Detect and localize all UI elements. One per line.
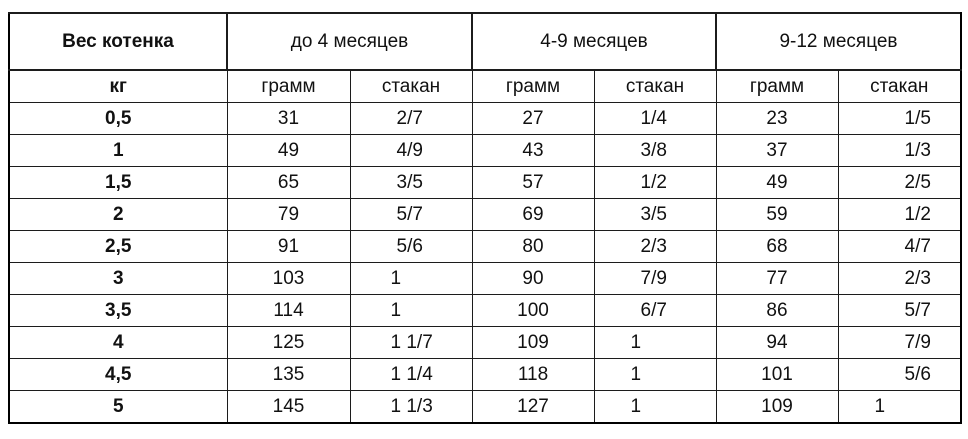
grams-cell: 59 — [716, 199, 838, 231]
grams-cell: 68 — [716, 231, 838, 263]
cups-cell: 2/5 — [838, 167, 961, 199]
grams-cell: 27 — [472, 103, 594, 135]
weight-kg-cell: 0,5 — [9, 103, 227, 135]
grams-cell: 127 — [472, 391, 594, 424]
grams-cell: 109 — [472, 327, 594, 359]
grams-cell: 65 — [227, 167, 350, 199]
unit-cups: стакан — [838, 70, 961, 103]
grams-cell: 49 — [716, 167, 838, 199]
cups-cell: 7/9 — [594, 263, 716, 295]
table-row — [9, 359, 961, 391]
unit-grams: грамм — [227, 70, 350, 103]
table-row — [9, 199, 961, 231]
header-group-0-4-months: до 4 месяцев — [227, 13, 472, 70]
table-row — [9, 327, 961, 359]
table-row — [9, 231, 961, 263]
weight-kg-cell: 2 — [9, 199, 227, 231]
cups-cell: 1 1/4 — [350, 359, 472, 391]
header-group-9-12-months: 9-12 месяцев — [716, 13, 961, 70]
unit-grams: грамм — [472, 70, 594, 103]
grams-cell: 118 — [472, 359, 594, 391]
unit-kg: кг — [9, 70, 227, 103]
cups-cell: 3/8 — [594, 135, 716, 167]
grams-cell: 114 — [227, 295, 350, 327]
grams-cell: 43 — [472, 135, 594, 167]
cups-cell: 3/5 — [350, 167, 472, 199]
cups-cell: 1 — [350, 263, 472, 295]
cups-cell: 1 — [350, 295, 472, 327]
table-row — [9, 103, 961, 135]
cups-cell: 1/4 — [594, 103, 716, 135]
weight-kg-cell: 2,5 — [9, 231, 227, 263]
cups-cell: 1 1/7 — [350, 327, 472, 359]
units-row — [9, 70, 961, 103]
cups-cell: 3/5 — [594, 199, 716, 231]
cups-cell: 7/9 — [838, 327, 961, 359]
cups-cell: 1/2 — [838, 199, 961, 231]
grams-cell: 23 — [716, 103, 838, 135]
grams-cell: 94 — [716, 327, 838, 359]
unit-cups: стакан — [594, 70, 716, 103]
cups-cell: 1 — [594, 359, 716, 391]
grams-cell: 77 — [716, 263, 838, 295]
cups-cell: 1/3 — [838, 135, 961, 167]
grams-cell: 90 — [472, 263, 594, 295]
grams-cell: 79 — [227, 199, 350, 231]
weight-kg-cell: 4 — [9, 327, 227, 359]
cups-cell: 2/3 — [594, 231, 716, 263]
grams-cell: 100 — [472, 295, 594, 327]
grams-cell: 91 — [227, 231, 350, 263]
cups-cell: 4/9 — [350, 135, 472, 167]
grams-cell: 145 — [227, 391, 350, 424]
cups-cell: 1/5 — [838, 103, 961, 135]
header-weight: Вес котенка — [9, 13, 227, 70]
kitten-feeding-table — [8, 12, 962, 424]
header-group-4-9-months: 4-9 месяцев — [472, 13, 716, 70]
cups-cell: 2/3 — [838, 263, 961, 295]
weight-kg-cell: 1,5 — [9, 167, 227, 199]
grams-cell: 69 — [472, 199, 594, 231]
weight-kg-cell: 3,5 — [9, 295, 227, 327]
cups-cell: 5/6 — [838, 359, 961, 391]
cups-cell: 5/7 — [350, 199, 472, 231]
table-row — [9, 135, 961, 167]
weight-kg-cell: 1 — [9, 135, 227, 167]
cups-cell: 6/7 — [594, 295, 716, 327]
weight-kg-cell: 5 — [9, 391, 227, 424]
unit-grams: грамм — [716, 70, 838, 103]
grams-cell: 86 — [716, 295, 838, 327]
cups-cell: 2/7 — [350, 103, 472, 135]
weight-kg-cell: 3 — [9, 263, 227, 295]
cups-cell: 1 1/3 — [350, 391, 472, 424]
grams-cell: 101 — [716, 359, 838, 391]
grams-cell: 125 — [227, 327, 350, 359]
cups-cell: 4/7 — [838, 231, 961, 263]
grams-cell: 109 — [716, 391, 838, 424]
table-row — [9, 263, 961, 295]
grams-cell: 135 — [227, 359, 350, 391]
weight-kg-cell: 4,5 — [9, 359, 227, 391]
grams-cell: 37 — [716, 135, 838, 167]
cups-cell: 5/7 — [838, 295, 961, 327]
cups-cell: 1 — [594, 391, 716, 424]
cups-cell: 1 — [594, 327, 716, 359]
cups-cell: 1 — [838, 391, 961, 424]
table-row — [9, 295, 961, 327]
table-row — [9, 391, 961, 424]
grams-cell: 80 — [472, 231, 594, 263]
grams-cell: 103 — [227, 263, 350, 295]
grams-cell: 57 — [472, 167, 594, 199]
table-row — [9, 167, 961, 199]
header-row — [9, 13, 961, 70]
cups-cell: 5/6 — [350, 231, 472, 263]
grams-cell: 49 — [227, 135, 350, 167]
cups-cell: 1/2 — [594, 167, 716, 199]
grams-cell: 31 — [227, 103, 350, 135]
unit-cups: стакан — [350, 70, 472, 103]
